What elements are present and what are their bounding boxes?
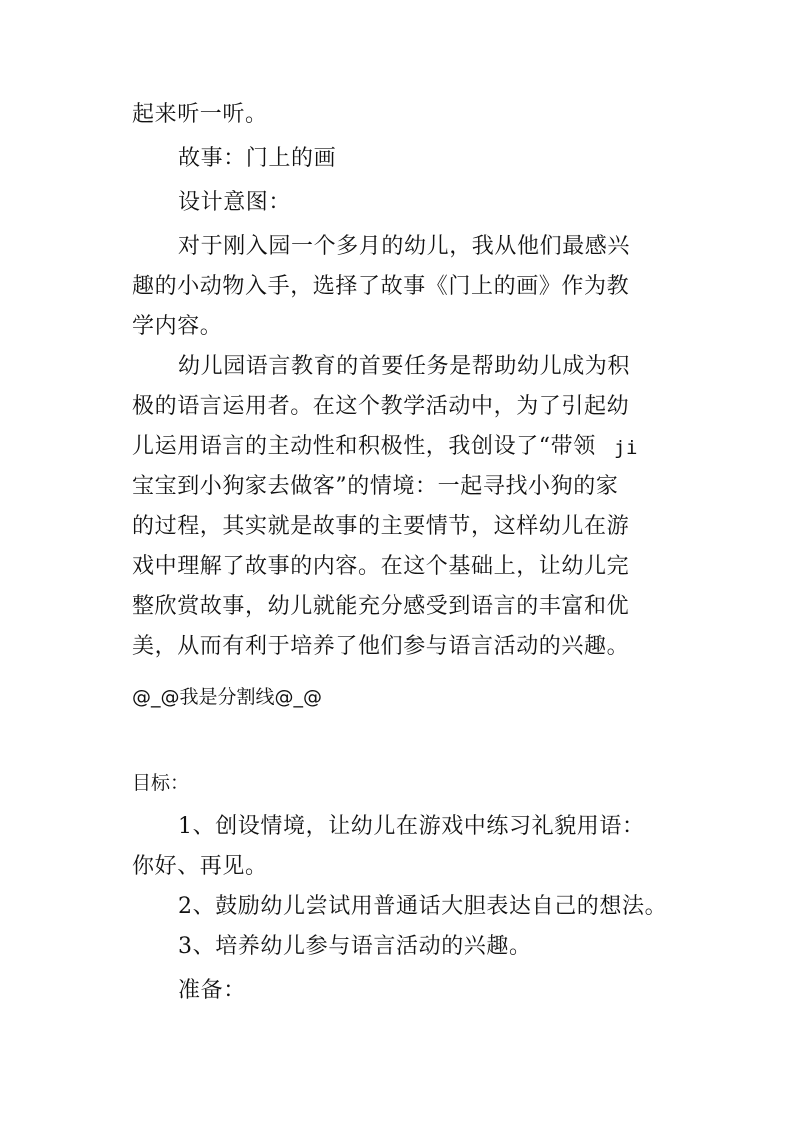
paragraph-line: 的过程，其实就是故事的主要情节，这样幼儿在游 [132,514,630,539]
paragraph-line: 戏中理解了故事的内容。在这个基础上，让幼儿完 [132,554,630,579]
paragraph-line: 对于刚入园一个多月的幼儿，我从他们最感兴 [178,234,631,259]
paragraph-line: 趣的小动物入手，选择了故事《门上的画》作为教 [132,274,630,299]
goal-item-continued: 你好、再见。 [132,854,268,879]
section-heading-design-intent: 设计意图： [178,190,292,215]
goal-item: 2、鼓励幼儿尝试用普通话大胆表达自己的想法。 [178,894,668,919]
separator-line: @_@我是分割线@_@ [132,686,323,708]
paragraph-line: 宝宝到小狗家去做客”的情境：一起寻找小狗的家 [132,474,619,499]
paragraph-line: 儿运用语言的主动性和积极性，我创设了“带领 [132,434,596,459]
paragraph-line: 美，从而有利于培养了他们参与语言活动的兴趣。 [132,634,630,659]
text-line: 起来听一听。 [132,102,268,127]
pinyin-fragment: ji [614,437,639,459]
paragraph-line: 整欣赏故事，幼儿就能充分感受到语言的丰富和优 [132,594,630,619]
paragraph-line: 极的语言运用者。在这个教学活动中，为了引起幼 [132,394,630,419]
paragraph-line: 学内容。 [132,314,223,339]
section-heading-preparation: 准备： [178,978,246,1003]
paragraph-line: 幼儿园语言教育的首要任务是帮助幼儿成为积 [178,354,631,379]
section-heading-goals: 目标： [132,772,190,794]
goal-item: 1、创设情境，让幼儿在游戏中练习礼貌用语： [178,814,645,839]
goal-item: 3、培养幼儿参与语言活动的兴趣。 [178,934,532,959]
story-title: 故事：门上的画 [178,146,337,171]
